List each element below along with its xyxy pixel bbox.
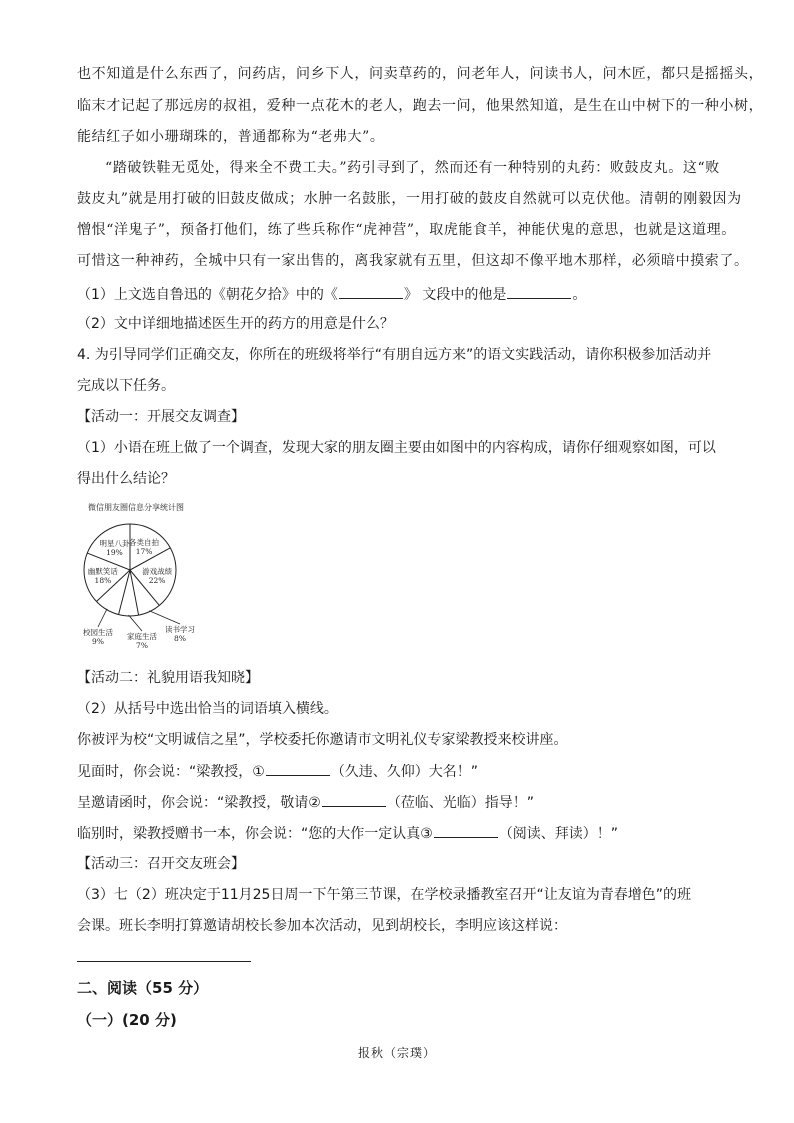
sentence-text: （久违、久仰）大名！” bbox=[330, 764, 479, 780]
passage-line: “踏破铁鞋无觅处，得来全不费工夫。”药引寻到了，然而还有一种特别的丸药：败鼓皮丸。这“败 bbox=[105, 160, 720, 176]
answer-blank[interactable] bbox=[339, 284, 403, 299]
answer-blank[interactable] bbox=[322, 792, 386, 807]
question-4-stem: 4. 为引导同学们正确交友，你所在的班级将举行“有朋自远方来”的语文实践活动，请你积极参加活动并 bbox=[77, 347, 712, 363]
pie-slice-boundary bbox=[130, 570, 139, 615]
activity-heading: 【活动一：开展交友调查】 bbox=[77, 409, 245, 425]
sentence-text: 临别时，梁教授赠书一本，你会说：“您的大作一定认真③ bbox=[77, 826, 433, 842]
passage-line: 憎恨“洋鬼子”，预备打他们，练了些兵称作“虎神营”，取虎能食羊，神能伏鬼的意思，也就是这道理。 bbox=[77, 222, 736, 238]
pie-chart bbox=[80, 498, 220, 658]
pie-slice-label: 明星八卦 bbox=[99, 539, 130, 549]
pie-leader-line bbox=[149, 611, 180, 624]
fill-sentence-3 bbox=[77, 823, 618, 844]
pie-slice-value: 8% bbox=[174, 634, 186, 643]
question-4-stem: 完成以下任务。 bbox=[77, 378, 175, 394]
pie-slice-value: 19% bbox=[106, 548, 123, 558]
question-text: 。 bbox=[572, 287, 587, 303]
question-4-1: （1）小语在班上做了一个调查，发现大家的朋友圈主要由如图中的内容构成，请你仔细观察如图，可以 bbox=[77, 440, 716, 456]
sentence-text: 呈邀请函时，你会说：“梁教授，敬请② bbox=[77, 795, 321, 811]
pie-slice-boundary bbox=[119, 570, 130, 615]
question-4-1: 得出什么结论？ bbox=[77, 471, 175, 487]
fill-sentence-2 bbox=[77, 792, 534, 813]
subsection-title: （一）(20 分) bbox=[77, 1011, 177, 1029]
section-title: 二、阅读（55 分） bbox=[77, 979, 209, 997]
pie-chart-svg bbox=[80, 498, 220, 658]
pie-leader-line bbox=[129, 615, 142, 631]
passage-line: 能结红子如小珊瑚珠的，普通都称为“老弗大”。 bbox=[77, 129, 385, 145]
passage-line: 可惜这一种神药，全城中只有一家出售的，离我家就有五里，但这却不像平地木那样，必须暗中摸索了。 bbox=[77, 253, 749, 269]
answer-blank[interactable] bbox=[434, 823, 498, 838]
sentence-text: （阅读、拜读）！” bbox=[498, 826, 619, 842]
page-footer: 报秋（宗璞） bbox=[357, 1046, 436, 1060]
pie-slice-label: 游戏战绩 bbox=[142, 567, 173, 577]
passage-line: 也不知道是什么东西了，问药店，问乡下人，问卖草药的，问老年人，问读书人，问木匠，都只是摇摇头， bbox=[77, 66, 764, 82]
pie-slice-value: 7% bbox=[136, 641, 148, 650]
pie-slice-value: 9% bbox=[92, 637, 104, 646]
pie-slice-value: 17% bbox=[135, 547, 153, 557]
sentence-text: 见面时，你会说：“梁教授，① bbox=[77, 764, 265, 780]
question-4-2-intro: 你被评为校“文明诚信之星”，学校委托你邀请市文明礼仪专家梁教授来校讲座。 bbox=[77, 732, 568, 748]
question-3-1 bbox=[77, 284, 586, 305]
pie-slice-label: 读书学习 bbox=[165, 625, 195, 634]
activity-heading: 【活动二：礼貌用语我知晓】 bbox=[77, 670, 259, 686]
fill-sentence-1 bbox=[77, 761, 478, 782]
pie-slice-label: 幽默笑话 bbox=[87, 567, 118, 577]
question-text: （1）上文选自鲁迅的《朝花夕拾》中的《 bbox=[77, 287, 338, 303]
pie-slice-label: 校园生活 bbox=[83, 628, 113, 637]
pie-slice-label: 家庭生活 bbox=[127, 632, 157, 641]
pie-slice-value: 22% bbox=[148, 576, 166, 586]
answer-blank[interactable] bbox=[507, 284, 571, 299]
chart-title: 微信朋友圈信息分享统计图 bbox=[88, 503, 184, 512]
question-4-3: 会课。班长李明打算邀请胡校长参加本次活动，见到胡校长，李明应该这样说： bbox=[77, 918, 567, 934]
answer-blank[interactable] bbox=[266, 761, 330, 776]
question-4-3: （3）七（2）班决定于11月25日周一下午第三节课，在学校录播教室召开“让友谊为青春增色”的班 bbox=[77, 887, 691, 903]
passage-line: 鼓皮丸”就是用打破的旧鼓皮做成；水肿一名鼓胀，一用打破的鼓皮自然就可以克伏他。清朝的刚毅因为 bbox=[77, 191, 742, 207]
activity-heading: 【活动三：召开交友班会】 bbox=[77, 856, 245, 872]
pie-leader-line bbox=[98, 609, 107, 627]
pie-slice-label: 各类自拍 bbox=[129, 538, 160, 548]
question-3-2: （2）文中详细地描述医生开的药方的用意是什么？ bbox=[77, 316, 394, 332]
passage-line: 临末才记起了那远房的叔祖，爱种一点花木的老人，跑去一问，他果然知道，是生在山中树下的一种小树， bbox=[77, 98, 764, 114]
question-4-2: （2）从括号中选出恰当的词语填入横线。 bbox=[77, 701, 338, 717]
question-text: 》 文段中的他是 bbox=[403, 287, 507, 303]
answer-line[interactable] bbox=[77, 961, 251, 962]
sentence-text: （莅临、光临）指导！” bbox=[386, 795, 535, 811]
pie-slice-value: 18% bbox=[94, 576, 112, 586]
